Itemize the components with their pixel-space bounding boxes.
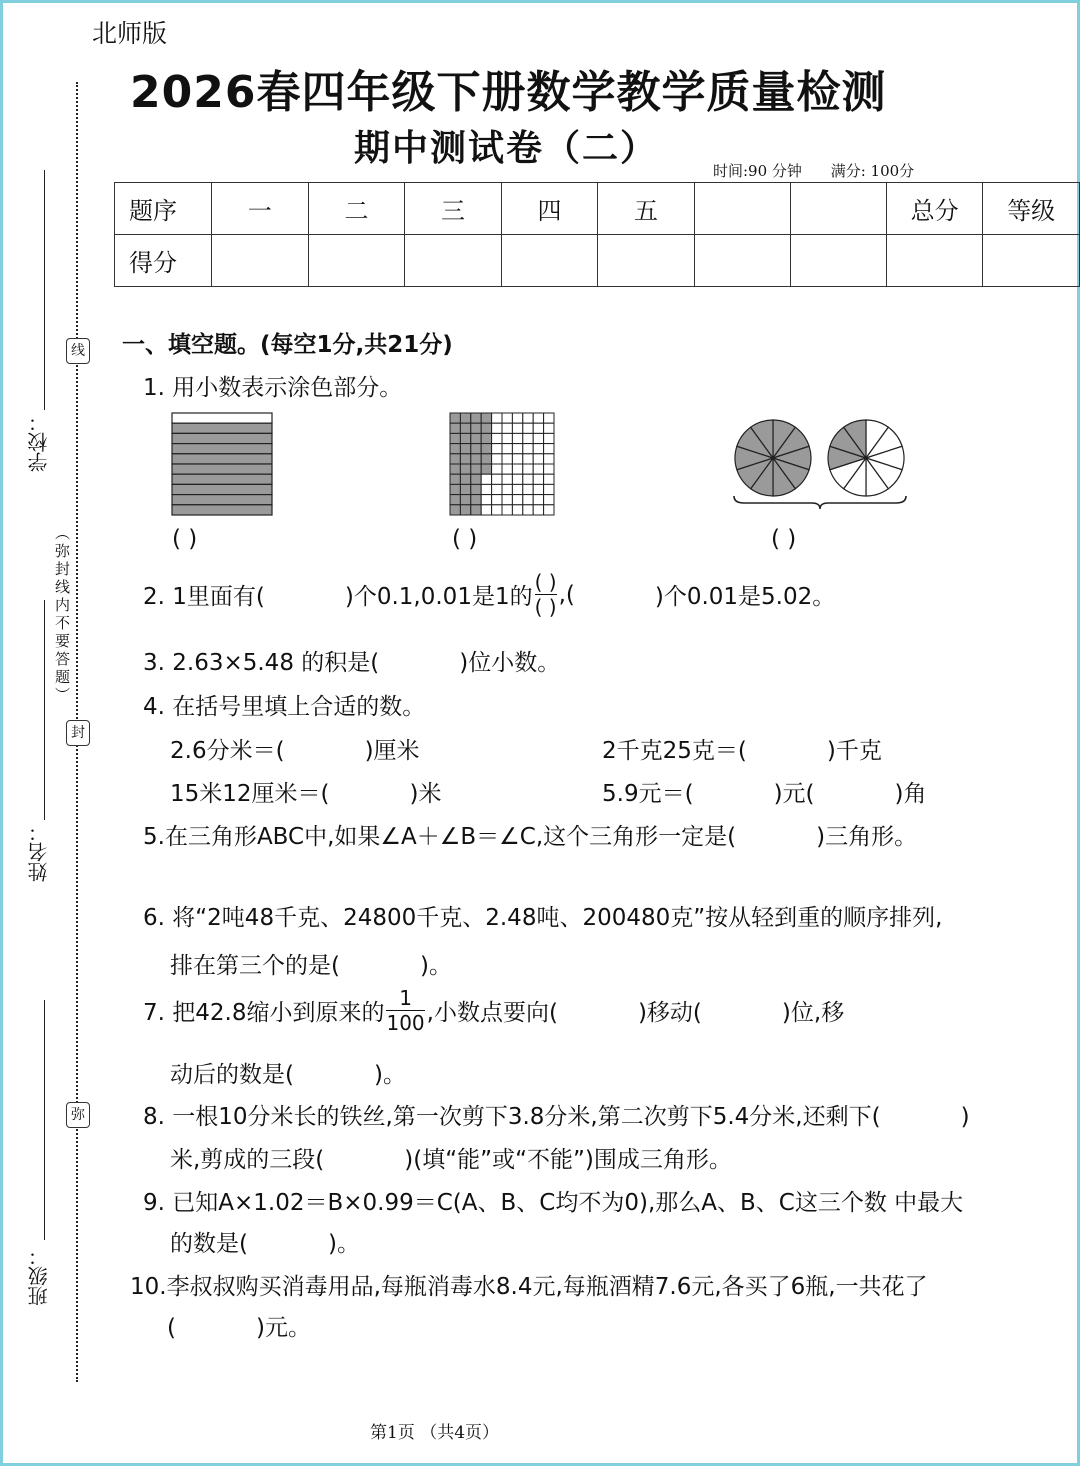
question-6-line2: 排在第三个的是( )。 (170, 953, 452, 979)
grid-cell (460, 454, 470, 464)
school-answer-line[interactable] (44, 170, 45, 410)
grid-cell (512, 474, 522, 484)
grid-cell (481, 413, 491, 423)
question-4-text: 4. 在括号里填上合适的数。 (143, 694, 426, 720)
question-8-line1: 8. 一根10分米长的铁丝,第一次剪下3.8分米,第二次剪下5.4分米,还剩下( ) (143, 1104, 970, 1130)
grid-cell (533, 454, 543, 464)
grid-cell (502, 454, 512, 464)
question-2: 2. 1里面有( )个0.1,0.01是1的 $\frac{( )}{( )}$ ,( )个0.01是5.02。 (143, 570, 836, 619)
page-footer: 第1页 （共4页） (370, 1423, 500, 1443)
grid-cell (450, 413, 460, 423)
grid-cell (533, 495, 543, 505)
grid-cell (544, 413, 554, 423)
time-limit: 时间:90 分钟 (713, 162, 802, 180)
grid-cell (481, 505, 491, 515)
grid-cell (533, 444, 543, 454)
seal-feng-mark: 封 (66, 720, 90, 746)
grid-cell (450, 474, 460, 484)
grid-cell (533, 433, 543, 443)
grid-cell (450, 484, 460, 494)
grid-cell (544, 444, 554, 454)
score-value-row (115, 235, 1080, 287)
grid-cell (533, 505, 543, 515)
grid-cell (450, 505, 460, 515)
strip (172, 505, 272, 515)
score-entry[interactable] (886, 235, 983, 287)
grid-cell (502, 433, 512, 443)
exam-subtitle: 期中测试卷（二） (354, 128, 659, 169)
grid-cell (544, 495, 554, 505)
grid-cell (533, 423, 543, 433)
name-label: 姓名： (27, 822, 51, 882)
figure-hundred-grid (448, 411, 556, 517)
grid-cell (492, 423, 502, 433)
question-1-text: 1. 用小数表示涂色部分。 (143, 375, 403, 401)
question-10-line2: ( )元。 (167, 1315, 311, 1341)
question-6-line1: 6. 将“2吨48千克、24800千克、2.48吨、200480克”按从轻到重的顺序排列, (143, 905, 943, 931)
grid-cell (544, 454, 554, 464)
grid-cell (450, 423, 460, 433)
grid-cell (544, 474, 554, 484)
grid-cell (492, 495, 502, 505)
score-cell: 二 (308, 183, 405, 235)
strip (172, 413, 272, 423)
grid-cell (460, 484, 470, 494)
exam-title: 2026春四年级下册数学教学质量检测 (130, 67, 887, 118)
q4-item-c: 15米12厘米＝( )米 (170, 781, 442, 807)
grid-cell (481, 444, 491, 454)
grid-cell (460, 433, 470, 443)
grid-cell (533, 484, 543, 494)
figure-striped-square (170, 411, 274, 517)
grid-cell (450, 433, 460, 443)
grid-cell (450, 454, 460, 464)
question-3: 3. 2.63×5.48 的积是( )位小数。 (143, 650, 561, 676)
grid-cell (481, 484, 491, 494)
grid-cell (471, 444, 481, 454)
score-entry[interactable] (405, 235, 502, 287)
grid-cell (460, 413, 470, 423)
strip (172, 474, 272, 484)
figure-two-circles (730, 416, 910, 510)
score-entry[interactable] (694, 235, 790, 287)
grid-cell (471, 464, 481, 474)
grid-cell (502, 423, 512, 433)
grid-cell (481, 474, 491, 484)
q4-item-d: 5.9元＝( )元( )角 (602, 781, 927, 807)
score-cell: 一 (212, 183, 309, 235)
grid-cell (523, 495, 533, 505)
section-1-title: 一、填空题。(每空1分,共21分) (122, 332, 453, 358)
grid-cell (512, 423, 522, 433)
q2-fraction[interactable]: $\frac{( )}{( )}$ (534, 570, 557, 619)
grid-cell (523, 413, 533, 423)
q4-item-a: 2.6分米＝( )厘米 (170, 738, 420, 764)
grid-cell (460, 474, 470, 484)
grid-cell (450, 444, 460, 454)
seal-line-mark: 线 (66, 338, 90, 364)
grid-cell (471, 433, 481, 443)
full-score: 满分: 100分 (830, 162, 915, 180)
grid-cell (460, 495, 470, 505)
grid-cell (492, 464, 502, 474)
grid-cell (492, 413, 502, 423)
grid-cell (523, 423, 533, 433)
score-cell: 总分 (886, 183, 983, 235)
brace (734, 496, 906, 509)
grid-cell (544, 433, 554, 443)
grid-cell (471, 454, 481, 464)
question-5: 5.在三角形ABC中,如果∠A＋∠B＝∠C,这个三角形一定是( )三角形。 (143, 824, 918, 850)
grid-cell (523, 433, 533, 443)
score-entry[interactable] (308, 235, 405, 287)
grid-cell (533, 464, 543, 474)
grid-cell (492, 474, 502, 484)
grid-cell (492, 454, 502, 464)
score-entry[interactable] (598, 235, 695, 287)
grid-cell (481, 464, 491, 474)
grid-cell (502, 413, 512, 423)
score-table (114, 182, 1080, 287)
grid-cell (523, 444, 533, 454)
grid-cell (450, 495, 460, 505)
grid-cell (502, 495, 512, 505)
grid-cell (512, 495, 522, 505)
grid-cell (512, 413, 522, 423)
score-row-label: 得分 (115, 235, 212, 287)
grid-cell (471, 484, 481, 494)
grid-cell (471, 413, 481, 423)
grid-cell (512, 444, 522, 454)
grid-cell (512, 484, 522, 494)
q1-blank-3[interactable]: ( ) (771, 526, 797, 552)
question-9-line1: 9. 已知A×1.02＝B×0.99＝C(A、B、C均不为0),那么A、B、C这三个数 中最大 (143, 1190, 964, 1216)
seal-note: （弥封线内不要答题） (53, 525, 71, 705)
grid-cell (502, 444, 512, 454)
grid-cell (471, 495, 481, 505)
grid-cell (481, 495, 491, 505)
grid-cell (544, 484, 554, 494)
grid-cell (471, 474, 481, 484)
score-cell (694, 183, 790, 235)
seal-mi-mark: 弥 (66, 1102, 90, 1128)
score-cell: 题序 (115, 183, 212, 235)
grid-cell (544, 464, 554, 474)
grid-cell (450, 464, 460, 474)
grid-cell (481, 433, 491, 443)
q1-blank-2[interactable]: ( ) (452, 526, 478, 552)
grid-cell (471, 423, 481, 433)
exam-meta (713, 160, 938, 181)
score-entry[interactable] (983, 235, 1080, 287)
score-cell (790, 183, 886, 235)
grid-cell (502, 474, 512, 484)
grid-cell (460, 423, 470, 433)
grid-cell (460, 505, 470, 515)
grid-cell (492, 505, 502, 515)
strip (172, 495, 272, 505)
grid-cell (460, 444, 470, 454)
class-label: 班级： (27, 1246, 51, 1306)
name-answer-line[interactable] (44, 600, 45, 820)
class-answer-line[interactable] (44, 1000, 45, 1240)
strip (172, 484, 272, 494)
q1-blank-1[interactable]: ( ) (172, 526, 198, 552)
question-10-line1: 10.李叔叔购买消毒用品,每瓶消毒水8.4元,每瓶酒精7.6元,各买了6瓶,一共花了 (130, 1274, 928, 1300)
strip (172, 464, 272, 474)
grid-cell (523, 454, 533, 464)
grid-cell (502, 505, 512, 515)
question-8-line2: 米,剪成的三段( )(填“能”或“不能”)围成三角形。 (170, 1147, 732, 1173)
grid-cell (492, 444, 502, 454)
grid-cell (492, 433, 502, 443)
grid-cell (502, 484, 512, 494)
q7-fraction: $\frac{1}{100}$ (386, 986, 425, 1035)
strip (172, 433, 272, 443)
grid-cell (533, 474, 543, 484)
strip (172, 454, 272, 464)
score-cell: 四 (501, 183, 598, 235)
grid-cell (481, 423, 491, 433)
grid-cell (481, 454, 491, 464)
score-cell: 等级 (983, 183, 1080, 235)
grid-cell (533, 413, 543, 423)
grid-cell (544, 423, 554, 433)
grid-cell (492, 484, 502, 494)
school-label: 学校： (27, 412, 51, 472)
score-cell: 三 (405, 183, 502, 235)
question-7-line1: 7. 把42.8缩小到原来的 $\frac{1}{100}$ ,小数点要向( )移动( )位,移 (143, 986, 845, 1035)
grid-cell (512, 505, 522, 515)
edition-label: 北师版 (92, 19, 168, 48)
grid-cell (512, 454, 522, 464)
q4-item-b: 2千克25克＝( )千克 (602, 738, 882, 764)
grid-cell (523, 464, 533, 474)
grid-cell (523, 484, 533, 494)
question-7-line2: 动后的数是( )。 (170, 1062, 406, 1088)
grid-cell (512, 433, 522, 443)
grid-cell (512, 464, 522, 474)
score-entry[interactable] (501, 235, 598, 287)
grid-cell (502, 464, 512, 474)
strip (172, 423, 272, 433)
score-cell: 五 (598, 183, 695, 235)
grid-cell (460, 464, 470, 474)
grid-cell (523, 474, 533, 484)
score-entry[interactable] (790, 235, 886, 287)
grid-cell (523, 505, 533, 515)
grid-cell (471, 505, 481, 515)
strip (172, 444, 272, 454)
grid-cell (544, 505, 554, 515)
score-header-row (115, 183, 1080, 235)
score-entry[interactable] (212, 235, 309, 287)
question-9-line2: 的数是( )。 (170, 1231, 360, 1257)
